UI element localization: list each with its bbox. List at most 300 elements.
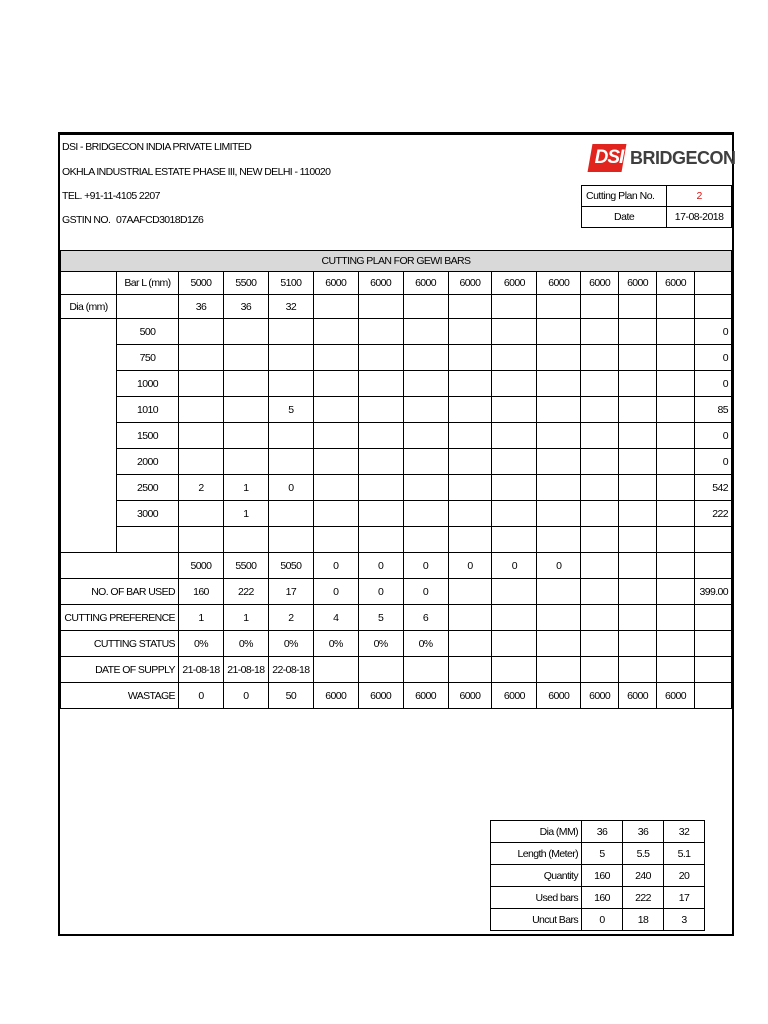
table-cell xyxy=(619,345,657,371)
bar-summary-value: 160 xyxy=(582,865,623,887)
table-cell xyxy=(313,319,358,345)
summary-cell xyxy=(581,631,619,657)
total-cell xyxy=(657,553,695,579)
table-cell xyxy=(358,475,403,501)
table-cell xyxy=(223,371,268,397)
summary-cell xyxy=(537,579,581,605)
table-row xyxy=(61,319,732,345)
table-cell xyxy=(313,449,358,475)
table-cell xyxy=(448,527,492,553)
table-cell xyxy=(581,527,619,553)
table-cell xyxy=(657,475,695,501)
summary-row-label: NO. OF BAR USED xyxy=(61,579,179,605)
bar-length-cell: 5100 xyxy=(268,272,313,295)
dia-cell xyxy=(694,295,731,319)
table-cell xyxy=(313,527,358,553)
table-cell xyxy=(223,345,268,371)
dia-cell xyxy=(492,295,537,319)
bar-length-cell: 6000 xyxy=(358,272,403,295)
summary-cell xyxy=(657,631,695,657)
summary-cell: 17 xyxy=(268,579,313,605)
summary-table xyxy=(490,820,705,931)
logo-wordmark: BRIDGECON xyxy=(630,148,736,168)
table-cell xyxy=(619,397,657,423)
summary-cell: 5 xyxy=(358,605,403,631)
table-cell xyxy=(492,423,537,449)
row-blank xyxy=(61,397,117,423)
table-cell xyxy=(403,423,448,449)
summary-cell xyxy=(694,631,731,657)
summary-cell xyxy=(619,657,657,683)
summary-cell: 0 xyxy=(223,683,268,709)
summary-cell xyxy=(448,605,492,631)
summary-cell: 6 xyxy=(403,605,448,631)
company-address: OKHLA INDUSTRIAL ESTATE PHASE III, NEW DELHI - 110020 xyxy=(62,166,331,178)
table-cell xyxy=(448,371,492,397)
summary-row xyxy=(61,657,732,683)
table-cell: 0 xyxy=(694,371,731,397)
summary-cell xyxy=(657,579,695,605)
table-cell xyxy=(268,527,313,553)
summary-row xyxy=(61,631,732,657)
summary-cell: 0% xyxy=(358,631,403,657)
bar-length-cell: 6000 xyxy=(581,272,619,295)
table-cell xyxy=(403,475,448,501)
table-cell xyxy=(537,397,581,423)
logo-mark: DSI xyxy=(594,147,624,168)
table-cell xyxy=(448,397,492,423)
date-label: Date xyxy=(582,207,667,228)
summary-cell xyxy=(619,579,657,605)
dia-cell xyxy=(581,295,619,319)
table-row xyxy=(61,345,732,371)
bar-summary-value: 5.1 xyxy=(664,843,705,865)
bar-summary-label: Length (Meter) xyxy=(491,843,582,865)
total-cell: 0 xyxy=(403,553,448,579)
summary-cell xyxy=(537,657,581,683)
table-cell xyxy=(178,449,223,475)
bar-summary-value: 222 xyxy=(623,887,664,909)
row-blank xyxy=(61,423,117,449)
table-cell: 2 xyxy=(178,475,223,501)
row-blank xyxy=(61,501,117,527)
row-blank xyxy=(61,319,117,345)
table-cell xyxy=(313,475,358,501)
bar-summary-value: 5 xyxy=(582,843,623,865)
summary-cell: 6000 xyxy=(492,683,537,709)
table-row xyxy=(61,397,732,423)
table-cell xyxy=(537,449,581,475)
summary-cell: 0% xyxy=(313,631,358,657)
summary-cell: 0 xyxy=(358,579,403,605)
date-value: 17-08-2018 xyxy=(667,207,732,228)
table-cell xyxy=(358,527,403,553)
summary-cell xyxy=(492,579,537,605)
total-cell xyxy=(619,553,657,579)
table-cell xyxy=(178,501,223,527)
bar-length-cell: 6000 xyxy=(492,272,537,295)
table-cell xyxy=(581,475,619,501)
table-cell xyxy=(268,345,313,371)
cutting-plan-value: 2 xyxy=(667,186,732,207)
cutting-plan-sheet xyxy=(58,132,734,936)
table-cell xyxy=(492,319,537,345)
table-cell xyxy=(448,449,492,475)
summary-cell xyxy=(619,631,657,657)
summary-row xyxy=(61,579,732,605)
table-cell xyxy=(358,397,403,423)
summary-cell xyxy=(537,605,581,631)
dia-blank xyxy=(116,295,178,319)
row-blank xyxy=(61,527,117,553)
summary-cell: 6000 xyxy=(619,683,657,709)
bar-summary-value: 3 xyxy=(664,909,705,931)
total-cell xyxy=(694,553,731,579)
table-cell xyxy=(657,527,695,553)
summary-row-label: CUTTING STATUS xyxy=(61,631,179,657)
summary-cell: 160 xyxy=(178,579,223,605)
table-cell xyxy=(537,319,581,345)
dia-label: Dia (mm) xyxy=(61,295,117,319)
summary-row xyxy=(61,683,732,709)
table-cell: 542 xyxy=(694,475,731,501)
row-blank xyxy=(61,475,117,501)
total-cell: 5000 xyxy=(178,553,223,579)
total-cell: 0 xyxy=(313,553,358,579)
table-cell xyxy=(448,501,492,527)
table-title: CUTTING PLAN FOR GEWI BARS xyxy=(61,251,732,272)
summary-cell xyxy=(448,657,492,683)
summary-cell xyxy=(537,631,581,657)
total-cell: 0 xyxy=(492,553,537,579)
table-cell xyxy=(358,449,403,475)
cut-length-label xyxy=(116,527,178,553)
dia-cell xyxy=(358,295,403,319)
plan-info-table xyxy=(581,185,732,228)
dia-cell xyxy=(657,295,695,319)
table-cell xyxy=(492,345,537,371)
table-cell xyxy=(537,501,581,527)
table-cell: 5 xyxy=(268,397,313,423)
summary-cell xyxy=(694,605,731,631)
table-cell xyxy=(619,423,657,449)
totals-blank xyxy=(61,553,117,579)
dia-cell: 36 xyxy=(178,295,223,319)
summary-cell: 21-08-18 xyxy=(178,657,223,683)
summary-cell xyxy=(619,605,657,631)
bar-summary-row xyxy=(491,909,705,931)
summary-cell: 6000 xyxy=(581,683,619,709)
summary-cell xyxy=(581,579,619,605)
summary-cell: 50 xyxy=(268,683,313,709)
dia-cell: 36 xyxy=(223,295,268,319)
bar-summary-label: Uncut Bars xyxy=(491,909,582,931)
table-cell xyxy=(537,527,581,553)
bar-summary-label: Used bars xyxy=(491,887,582,909)
table-cell xyxy=(657,345,695,371)
bar-length-cell xyxy=(694,272,731,295)
bar-length-cell: 6000 xyxy=(619,272,657,295)
bar-summary-value: 160 xyxy=(582,887,623,909)
table-cell xyxy=(313,371,358,397)
table-cell xyxy=(619,449,657,475)
table-cell xyxy=(619,527,657,553)
bar-length-cell: 5000 xyxy=(178,272,223,295)
table-cell xyxy=(358,319,403,345)
summary-cell xyxy=(581,657,619,683)
summary-cell: 1 xyxy=(223,605,268,631)
table-cell xyxy=(178,397,223,423)
table-cell xyxy=(581,345,619,371)
summary-cell: 6000 xyxy=(657,683,695,709)
table-cell xyxy=(403,319,448,345)
table-cell: 0 xyxy=(694,423,731,449)
cut-length-label: 1000 xyxy=(116,371,178,397)
table-cell xyxy=(537,475,581,501)
table-cell xyxy=(268,501,313,527)
table-cell xyxy=(223,397,268,423)
summary-cell xyxy=(403,657,448,683)
bar-summary-row xyxy=(491,865,705,887)
totals-label-blank xyxy=(116,553,178,579)
row-blank xyxy=(61,345,117,371)
table-cell xyxy=(492,371,537,397)
table-cell: 0 xyxy=(694,345,731,371)
table-row xyxy=(61,527,732,553)
company-name: DSI - BRIDGECON INDIA PRIVATE LIMITED xyxy=(62,141,252,153)
summary-cell: 6000 xyxy=(537,683,581,709)
table-cell xyxy=(581,371,619,397)
table-cell xyxy=(492,475,537,501)
table-cell: 0 xyxy=(694,449,731,475)
total-cell: 5050 xyxy=(268,553,313,579)
gstin-value: 07AAFCD3018D1Z6 xyxy=(116,214,204,226)
table-cell xyxy=(657,319,695,345)
totals-row xyxy=(61,553,732,579)
table-cell xyxy=(358,423,403,449)
bar-summary-value: 0 xyxy=(582,909,623,931)
cut-length-label: 3000 xyxy=(116,501,178,527)
table-cell: 0 xyxy=(694,319,731,345)
table-cell xyxy=(268,319,313,345)
bar-summary-label: Quantity xyxy=(491,865,582,887)
bar-summary-value: 20 xyxy=(664,865,705,887)
dia-cell xyxy=(537,295,581,319)
summary-cell xyxy=(694,683,731,709)
summary-cell xyxy=(313,657,358,683)
summary-cell: 22-08-18 xyxy=(268,657,313,683)
summary-cell: 6000 xyxy=(403,683,448,709)
total-cell: 0 xyxy=(448,553,492,579)
bar-summary-value: 5.5 xyxy=(623,843,664,865)
dia-cell xyxy=(403,295,448,319)
bar-length-cell: 6000 xyxy=(657,272,695,295)
summary-cell: 0 xyxy=(403,579,448,605)
table-cell xyxy=(448,423,492,449)
summary-cell xyxy=(492,605,537,631)
summary-cell: 6000 xyxy=(313,683,358,709)
summary-cell: 0% xyxy=(268,631,313,657)
summary-cell: 6000 xyxy=(358,683,403,709)
table-cell xyxy=(178,423,223,449)
table-cell xyxy=(313,345,358,371)
table-cell xyxy=(657,423,695,449)
table-cell xyxy=(403,397,448,423)
table-cell xyxy=(657,371,695,397)
table-cell xyxy=(268,371,313,397)
bar-length-cell: 6000 xyxy=(448,272,492,295)
table-row xyxy=(61,449,732,475)
summary-cell: 6000 xyxy=(448,683,492,709)
dia-cell: 32 xyxy=(268,295,313,319)
bar-length-cell: 6000 xyxy=(537,272,581,295)
table-cell xyxy=(492,449,537,475)
summary-cell: 21-08-18 xyxy=(223,657,268,683)
table-cell xyxy=(178,345,223,371)
dia-cell xyxy=(313,295,358,319)
cut-length-label: 1500 xyxy=(116,423,178,449)
table-cell xyxy=(268,423,313,449)
bar-length-cell: 6000 xyxy=(313,272,358,295)
table-cell xyxy=(492,501,537,527)
summary-cell xyxy=(492,631,537,657)
table-cell xyxy=(537,371,581,397)
summary-cell xyxy=(694,657,731,683)
summary-row xyxy=(61,605,732,631)
summary-cell: 0% xyxy=(403,631,448,657)
table-cell xyxy=(223,319,268,345)
summary-cell: 399.00 xyxy=(694,579,731,605)
table-cell xyxy=(403,449,448,475)
cut-length-label: 2000 xyxy=(116,449,178,475)
bar-summary-value: 36 xyxy=(623,821,664,843)
company-tel: TEL. +91-11-4105 2207 xyxy=(62,190,160,202)
table-cell xyxy=(448,319,492,345)
bar-summary-value: 17 xyxy=(664,887,705,909)
table-row xyxy=(61,423,732,449)
row-blank xyxy=(61,449,117,475)
summary-cell xyxy=(358,657,403,683)
bar-length-cell: 6000 xyxy=(403,272,448,295)
table-cell xyxy=(657,397,695,423)
dsi-bridgecon-logo xyxy=(590,142,736,176)
table-cell xyxy=(581,423,619,449)
table-cell xyxy=(223,449,268,475)
table-cell xyxy=(178,319,223,345)
cutting-plan-label: Cutting Plan No. xyxy=(582,186,667,207)
bar-summary-row xyxy=(491,821,705,843)
table-cell xyxy=(581,501,619,527)
table-cell: 85 xyxy=(694,397,731,423)
dia-cell xyxy=(619,295,657,319)
summary-row-label: WASTAGE xyxy=(61,683,179,709)
table-cell: 1 xyxy=(223,501,268,527)
bar-length-cell: 5500 xyxy=(223,272,268,295)
summary-cell: 0 xyxy=(178,683,223,709)
summary-row-label: CUTTING PREFERENCE xyxy=(61,605,179,631)
table-cell xyxy=(313,423,358,449)
cutting-plan-table xyxy=(60,250,732,709)
table-cell xyxy=(537,345,581,371)
table-cell xyxy=(313,397,358,423)
bar-summary-value: 32 xyxy=(664,821,705,843)
table-cell xyxy=(657,449,695,475)
table-cell xyxy=(358,345,403,371)
table-cell xyxy=(694,527,731,553)
summary-cell xyxy=(657,605,695,631)
cut-length-label: 500 xyxy=(116,319,178,345)
summary-cell xyxy=(581,605,619,631)
table-cell xyxy=(178,527,223,553)
table-row xyxy=(61,501,732,527)
total-cell: 5500 xyxy=(223,553,268,579)
table-cell xyxy=(619,501,657,527)
summary-cell xyxy=(657,657,695,683)
summary-cell: 0 xyxy=(313,579,358,605)
summary-cell: 2 xyxy=(268,605,313,631)
bar-summary-value: 18 xyxy=(623,909,664,931)
summary-cell: 1 xyxy=(178,605,223,631)
bar-summary-value: 36 xyxy=(582,821,623,843)
bar-summary-row xyxy=(491,843,705,865)
table-row xyxy=(61,475,732,501)
table-cell xyxy=(492,397,537,423)
table-cell xyxy=(403,345,448,371)
table-cell xyxy=(581,397,619,423)
table-cell xyxy=(581,319,619,345)
total-cell xyxy=(581,553,619,579)
cut-length-label: 750 xyxy=(116,345,178,371)
table-cell xyxy=(223,527,268,553)
summary-cell: 0% xyxy=(223,631,268,657)
table-cell xyxy=(403,501,448,527)
table-cell xyxy=(537,423,581,449)
dia-cell xyxy=(448,295,492,319)
summary-cell xyxy=(448,631,492,657)
summary-cell xyxy=(448,579,492,605)
table-cell xyxy=(223,423,268,449)
table-cell xyxy=(581,449,619,475)
table-cell xyxy=(448,345,492,371)
table-cell xyxy=(358,501,403,527)
empty-corner xyxy=(61,272,117,295)
gstin-label: GSTIN NO. xyxy=(62,214,111,226)
bar-summary-value: 240 xyxy=(623,865,664,887)
table-cell: 0 xyxy=(268,475,313,501)
table-cell xyxy=(448,475,492,501)
cut-length-label: 1010 xyxy=(116,397,178,423)
table-cell xyxy=(657,501,695,527)
table-cell xyxy=(619,475,657,501)
summary-row-label: DATE OF SUPPLY xyxy=(61,657,179,683)
summary-cell: 222 xyxy=(223,579,268,605)
cut-length-label: 2500 xyxy=(116,475,178,501)
table-cell xyxy=(619,319,657,345)
table-cell xyxy=(358,371,403,397)
table-cell xyxy=(178,371,223,397)
table-cell xyxy=(268,449,313,475)
table-cell xyxy=(403,527,448,553)
total-cell: 0 xyxy=(537,553,581,579)
total-cell: 0 xyxy=(358,553,403,579)
bar-summary-row xyxy=(491,887,705,909)
summary-cell: 4 xyxy=(313,605,358,631)
table-cell: 1 xyxy=(223,475,268,501)
table-cell xyxy=(492,527,537,553)
bar-summary-label: Dia (MM) xyxy=(491,821,582,843)
table-cell xyxy=(403,371,448,397)
bar-length-label: Bar L (mm) xyxy=(116,272,178,295)
